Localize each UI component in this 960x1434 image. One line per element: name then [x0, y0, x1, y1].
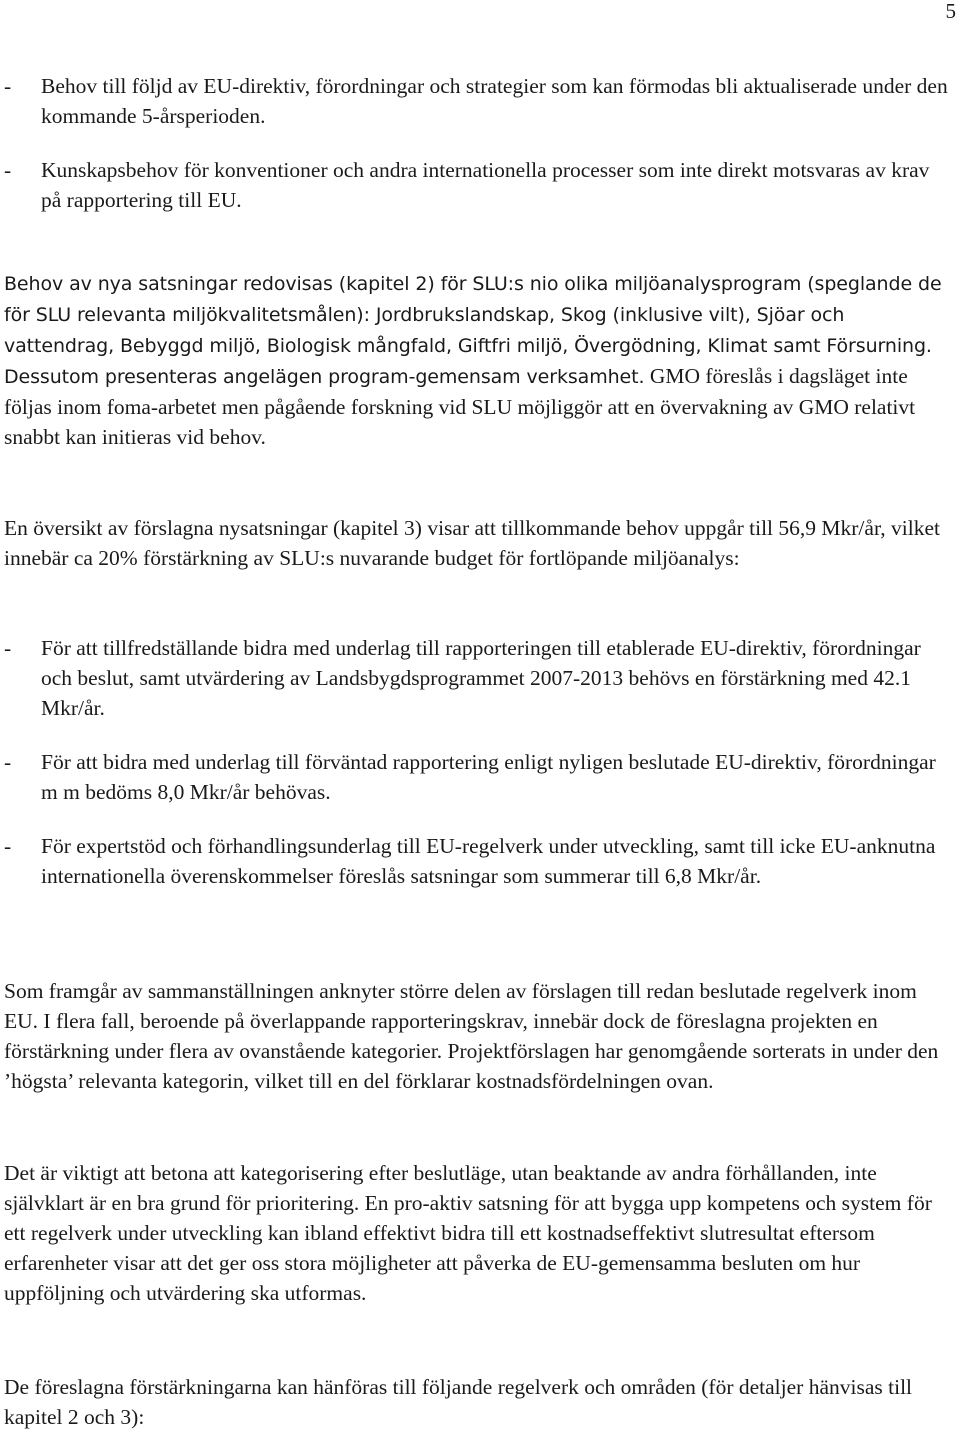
overview-paragraph — [4, 513, 954, 573]
framgar-paragraph — [4, 976, 954, 1096]
bullet-item — [4, 831, 954, 891]
bullet-text: För att bidra med underlag till förväntad rapportering enligt nyligen beslutade EU-direktiv, förordningar m m bedöms 8,0 Mkr/år behövas. — [41, 750, 936, 804]
funding-bullet-list — [4, 633, 954, 891]
page-number: 5 — [945, 0, 956, 23]
overview-text: En översikt av förslagna nysatsningar (kapitel 3) visar att tillkommande behov uppgår till 56,9 Mkr/år, vilket innebär ca 20% förstärkning av SLU:s nuvarande budget för fortlöpande miljöanalys: — [4, 516, 940, 570]
bullet-text: Kunskapsbehov för konventioner och andra internationella processer som inte direkt motsvaras av krav på rapportering till EU. — [41, 158, 930, 212]
bullet-item — [4, 747, 954, 807]
viktigt-paragraph — [4, 1158, 954, 1308]
bullet-text: För expertstöd och förhandlingsunderlag till EU-regelverk under utveckling, samt till icke EU-anknutna internationella överenskommelser föreslås satsningar som summerar till 6,8 Mkr/år. — [41, 834, 936, 888]
programs-text-sans: Behov av nya satsningar redovisas (kapitel 2) för SLU:s nio olika miljöanalysprogram (speglande de för SLU relevanta miljökvalitetsmålen): Jordbrukslandskap, Skog (inklusive vilt), Sjöar och vattendrag, Bebyggd miljö, Biologisk mångfald, Giftfri miljö, Övergödning, Klimat samt Försurning. Dessutom presenteras angelägen program-gemensam verksamhet. — [4, 273, 942, 388]
framgar-text: Som framgår av sammanställningen anknyter större delen av förslagen till redan beslutade regelverk inom EU. I flera fall, beroende på överlappande rapporteringskrav, innebär dock de föreslagna projekten en förstärkning under flera av ovanstående kategorier. Projektförslagen har genomgående sorterats in under den ’högsta’ relevanta kategorin, vilket till en del förklarar kostnadsfördelningen ovan. — [4, 979, 939, 1093]
bullet-item — [4, 155, 954, 215]
bullet-dash: - — [4, 158, 12, 182]
bullet-text: Behov till följd av EU-direktiv, förordningar och strategier som kan förmodas bli aktualiserade under den kommande 5-årsperioden. — [41, 74, 948, 128]
bullet-dash: - — [4, 750, 12, 774]
bullet-dash: - — [4, 74, 12, 98]
programs-text-serif: GMO föreslås i dagsläget inte följas inom foma-arbetet men pågående forskning vid SLU möjliggör att en övervakning av GMO relativt snabbt kan initieras vid behov. — [4, 364, 916, 449]
foreslagna-paragraph — [4, 1372, 954, 1432]
foreslagna-text: De föreslagna förstärkningarna kan hänföras till följande regelverk och områden (för detaljer hänvisas till kapitel 2 och 3): — [4, 1375, 913, 1429]
bullet-dash: - — [4, 834, 12, 858]
bullet-item — [4, 71, 954, 131]
bullet-text: För att tillfredställande bidra med underlag till rapporteringen till etablerade EU-direktiv, förordningar och beslut, samt utvärdering av Landsbygdsprogrammet 2007-2013 behövs en förstärkning med 42.1 Mkr/år. — [41, 636, 921, 720]
viktigt-text: Det är viktigt att betona att kategorisering efter beslutläge, utan beaktande av andra förhållanden, inte självklart är en bra grund för prioritering. En pro-aktiv satsning för att bygga upp kompetens och system för ett regelverk under utveckling kan ibland effektivt bidra till ett kostnadseffektivt slutresultat eftersom erfarenheter visar att det ger oss stora möjligheter att påverka de EU-gemensamma besluten om hur uppföljning och utvärdering ska utformas. — [4, 1161, 932, 1305]
bullet-item — [4, 633, 954, 723]
top-bullet-list — [4, 71, 954, 215]
programs-paragraph — [4, 268, 954, 452]
bullet-dash: - — [4, 636, 12, 660]
